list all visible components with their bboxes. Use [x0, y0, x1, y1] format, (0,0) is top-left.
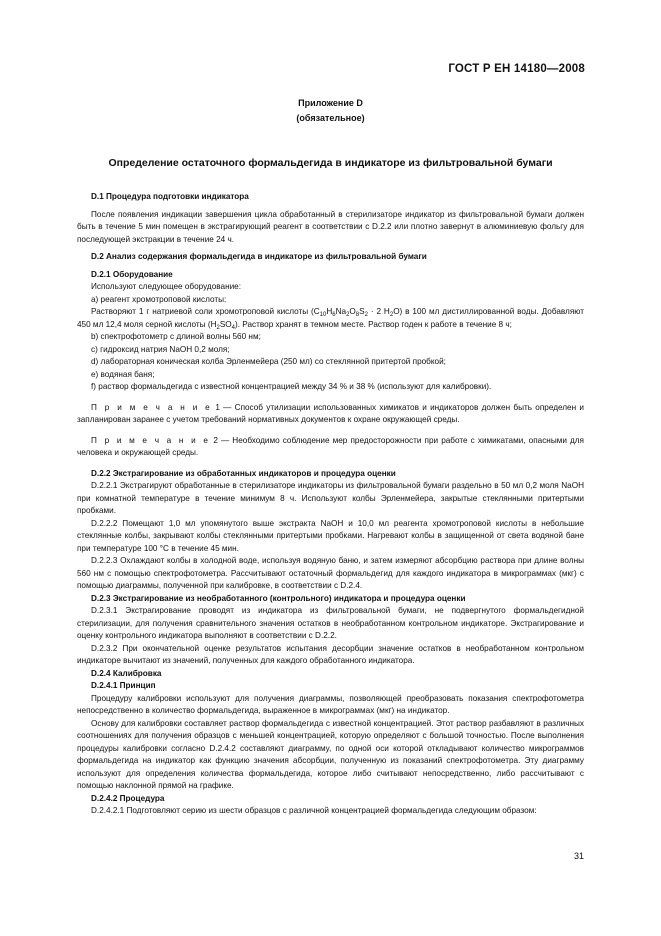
d22-heading: D.2.2 Экстрагирование из обработанных индикаторов и процедура оценки — [91, 468, 396, 478]
d242-p3: D.2.4.2.1 Подготовляют серию из шести образцов с различной концентрацией формальдегида следующим образом: — [91, 806, 537, 815]
annex-title: Приложение D — [298, 98, 363, 108]
d23-p2: D.2.3.2 При окончательной оценке результатов испытания десорбции значение остатков в необработанном контрольном индикаторе вычитают из значений, полученных для каждого обработанного индикатора. — [77, 643, 584, 665]
annex-status: (обязательное) — [296, 113, 365, 123]
d21-item-b: b) спектрофотометр с длиной волны 560 нм; — [91, 332, 261, 341]
d1-heading: D.1 Процедура подготовки индикатора — [91, 192, 249, 201]
note-2: П р и м е ч а н и е 2 — Необходимо соблюдение мер предосторожности при работе с химикатами, опасными для человека и окружающей среды. — [77, 435, 584, 457]
d24-heading: D.2.4 Калибровка — [91, 668, 162, 678]
section-title: Определение остаточного формальдегида в индикаторе из фильтровальной бумаги — [108, 157, 553, 169]
d21-item-a: а) реагент хромотроповой кислоты: — [91, 294, 227, 304]
d241-heading: D.2.4.1 Принцип — [91, 681, 156, 690]
note-1: П р и м е ч а н и е 1 — Способ утилизации использованных химикатов и индикаторов должен быть определен и запланирован заранее с учетом требований нормативных документов к охране окружающей среды. — [77, 402, 584, 424]
d23-p1: D.2.3.1 Экстрагирование проводят из индикатора из фильтровальной бумаги, не подвергнутого формальдегидной стерилизации, для получения сравнительного значения остатков в необработанном контрольном индикаторе. Экстрагирование и оценку контрольного индикатора выполняют в соответствии с D.2.2. — [77, 606, 584, 640]
d23-heading: D.2.3 Экстрагирование из необработанного (контрольного) индикатора и процедура оценки — [91, 593, 466, 603]
d21-reagent-text: Растворяют 1 г натриевой соли хромотроповой кислоты ($C_{10}H_6Na_2O_8S_2 \cdot 2$ $H_2O$) в 100 мл дистиллированной воды. Добавляют 450 мл 12,4 моля серной кислоты $(H_2SO_4)$. Раствор хранят в темном месте. Раствор годен к работе в течение 8 ч; — [77, 307, 584, 331]
d242-heading: D.2.4.2 Процедура — [91, 793, 165, 803]
page-number: 31 — [573, 851, 584, 861]
d21-intro: Используют следующее оборудование: — [91, 282, 241, 291]
d241-p1: Процедуру калибровки используют для получения диаграммы, позволяющей преобразовать показания спектрофотометра непосредственно в количество формальдегида, выраженное в микрограммах (мкг) на индикатор. — [77, 693, 584, 715]
d21-item-d: d) лабораторная коническая колба Эрленмейера (250 мл) со стеклянной притертой пробкой; — [91, 357, 446, 366]
document-code: ГОСТ Р ЕН 14180—2008 — [448, 63, 585, 75]
d2-heading: D.2 Анализ содержания формальдегида в индикаторе из фильтровальной бумаги — [91, 252, 427, 261]
d22-p1: D.2.2.1 Экстрагируют обработанные в стерилизаторе индикаторы из фильтровальной бумаги раздельно в 50 мл 0,2 моля NaOH при комнатной температуре в течение минимум 8 ч. Используют колбы Эрленмейера, закрытые стеклянными притертыми пробками. — [77, 481, 584, 515]
d21-item-c: c) гидроксид натрия NaOH 0,2 моля; — [91, 344, 230, 354]
d22-p3: D.2.2.3 Охлаждают колбы в холодной воде, используя водяную баню, и затем измеряют абсорбцию раствора при длине волны 560 нм с помощью спектрофотометра. Рассчитывают остаточный формальдегид для каждого индикатора в микрограммах (мкг) с помощью диаграммы, полученной при калибровке, в соответствии с D.2.4. — [77, 556, 584, 590]
d1-text: После появления индикации завершения цикла обработанный в стерилизаторе индикатор из фильтровальной бумаги должен быть в течение 5 мин помещен в экстрагирующий реагент в соответствии с D.2.2 или плотно завернут в алюминиевую фольгу для последующей экстракции в течение 24 ч. — [77, 209, 584, 244]
annex-heading — [0, 96, 661, 126]
d21-heading: D.2.1 Оборудование — [91, 269, 173, 279]
d21-item-f: f) раствор формальдегида с известной концентрацией между 34 % и 38 % (используют для калибровки). — [91, 382, 492, 391]
d241-p2: Основу для калибровки составляет раствор формальдегида с известной концентрацией. Этот раствор разбавляют в различных соотношениях для получения образцов с меньшей концентрацией, которую определяют с большой точностью. После выполнения процедуры калибровки согласно D.2.4.2 составляют диаграмму, по одной оси которой откладывают количество микрограммов формальдегида на индикатор как функцию значения абсорбции, полученную из показаний спектрофотометра. Эту диаграмму используют для определения количества формальдегида, которое либо считывают непосредственно, либо рассчитывают с помощью наклонной прямой на графике. — [77, 718, 584, 790]
d22-p2: D.2.2.2 Помещают 1,0 мл упомянутого выше экстракта NaOH и 10,0 мл реагента хромотроповой кислоты в небольшие стеклянные колбы, закрывают колбы стеклянными притертыми пробками. Нагревают колбы в защищенной от света водяной бане при температуре 100 °C в течение 45 мин. — [77, 518, 584, 553]
d21-item-e: e) водяная баня; — [91, 369, 155, 379]
document-body — [77, 191, 584, 818]
